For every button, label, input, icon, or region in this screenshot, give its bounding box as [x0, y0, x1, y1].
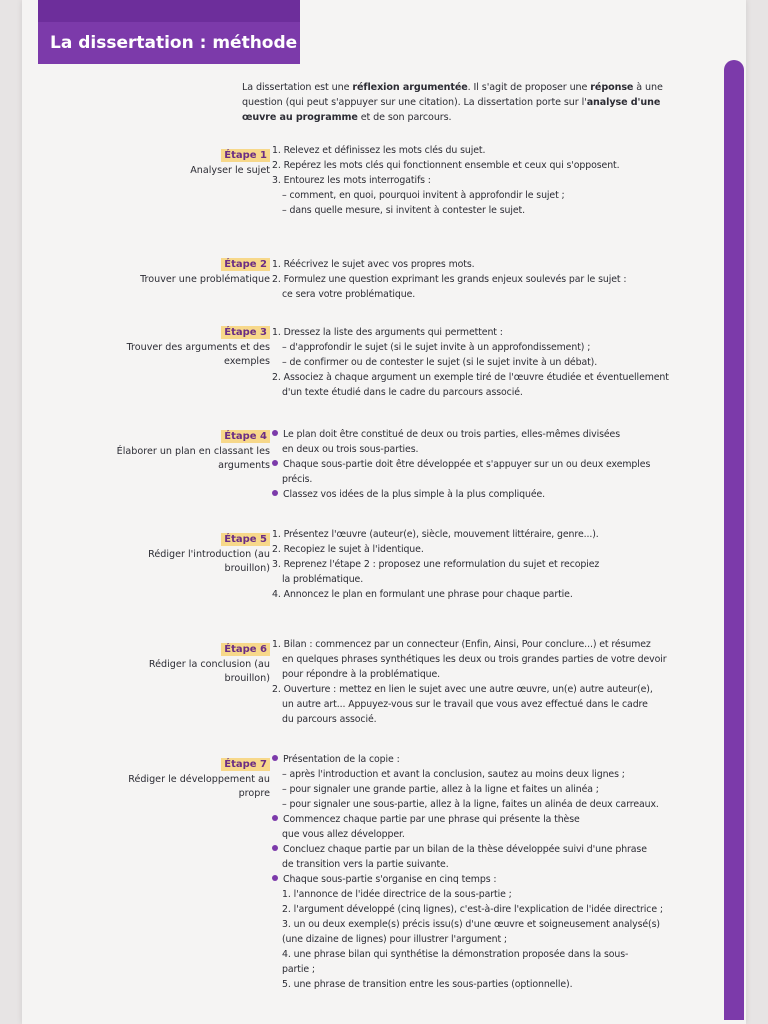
step-badge: Étape 2 — [221, 258, 270, 271]
step-bullet: Commencez chaque partie par une phrase qui présente la thèse — [272, 812, 702, 827]
step-line: 1. Présentez l'œuvre (auteur(e), siècle, mouvement littéraire, genre...). — [272, 529, 599, 540]
step-line: – de confirmer ou de contester le sujet (si le sujet invite à un débat). — [282, 357, 598, 368]
step-line: pour répondre à la problématique. — [282, 669, 441, 680]
page-title — [38, 22, 300, 64]
step-line: du parcours associé. — [282, 714, 377, 725]
step-line: la problématique. — [282, 574, 364, 585]
step-title: Rédiger le développement au propre — [128, 774, 270, 799]
step-line: – après l'introduction et avant la conclusion, sautez au moins deux lignes ; — [282, 769, 625, 780]
step-line: un autre art... Appuyez-vous sur le travail que vous avez effectué dans le cadre — [282, 699, 648, 710]
step-bullet: Présentation de la copie : — [272, 752, 702, 767]
step-bullet: Le plan doit être constitué de deux ou trois parties, elles-mêmes divisées — [272, 427, 702, 442]
step-line: 2. Formulez une question exprimant les grands enjeux soulevés par le sujet : — [272, 274, 627, 285]
step-line: d'un texte étudié dans le cadre du parcours associé. — [282, 387, 523, 398]
step-body — [272, 257, 702, 302]
step-line: de transition vers la partie suivante. — [282, 859, 449, 870]
step-body — [272, 527, 702, 602]
step-line: en deux ou trois sous-parties. — [282, 444, 419, 455]
step-line: 3. Reprenez l'étape 2 : proposez une reformulation du sujet et recopiez — [272, 559, 600, 570]
step-line: 1. Réécrivez le sujet avec vos propres mots. — [272, 259, 475, 270]
step-line: partie ; — [282, 964, 315, 975]
step-body — [272, 637, 702, 727]
step-line: 2. Associez à chaque argument un exemple tiré de l'œuvre étudiée et éventuellement — [272, 372, 669, 383]
step-badge: Étape 5 — [221, 533, 270, 546]
step-line: 2. Ouverture : mettez en lien le sujet avec une autre œuvre, un(e) autre auteur(e), — [272, 684, 653, 695]
side-tab — [724, 60, 744, 1020]
step-line: (une dizaine de lignes) pour illustrer l'argument ; — [282, 934, 507, 945]
step-line: – comment, en quoi, pourquoi invitent à approfondir le sujet ; — [282, 190, 565, 201]
step-title: Analyser le sujet — [190, 165, 270, 176]
step-line: 2. Recopiez le sujet à l'identique. — [272, 544, 424, 555]
step-line: 4. une phrase bilan qui synthétise la démonstration proposée dans la sous- — [282, 949, 629, 960]
step-bullet: Classez vos idées de la plus simple à la plus compliquée. — [272, 487, 702, 502]
intro-paragraph — [242, 80, 672, 125]
step-badge: Étape 3 — [221, 326, 270, 339]
step-body — [272, 427, 702, 502]
page — [22, 0, 746, 1024]
step-line: – d'approfondir le sujet (si le sujet invite à un approfondissement) ; — [282, 342, 591, 353]
step-bullet: Concluez chaque partie par un bilan de la thèse développée suivi d'une phrase — [272, 842, 702, 857]
step-line: 3. un ou deux exemple(s) précis issu(s) d'une œuvre et soigneusement analysé(s) — [282, 919, 660, 930]
page-title-text: La dissertation : méthode — [50, 33, 298, 53]
step-badge: Étape 6 — [221, 643, 270, 656]
step-title: Trouver une problématique — [140, 274, 270, 285]
intro-text: . Il s'agit de proposer une — [467, 82, 591, 93]
step-title: Élaborer un plan en classant les arguments — [116, 446, 270, 471]
step-line: 1. Bilan : commencez par un connecteur (Enfin, Ainsi, Pour conclure...) et résumez — [272, 639, 651, 650]
step-badge: Étape 1 — [221, 149, 270, 162]
intro-text: La dissertation est une — [242, 82, 353, 93]
step-bullet: Chaque sous-partie doit être développée et s'appuyer sur un ou deux exemples — [272, 457, 702, 472]
intro-text: à une question (qui peut s'appuyer sur une citation). La dissertation porte sur l' — [242, 82, 663, 108]
intro-text: et de son parcours. — [357, 112, 452, 123]
step-body — [272, 143, 702, 218]
step-badge: Étape 7 — [221, 758, 270, 771]
step-line: 3. Entourez les mots interrogatifs : — [272, 175, 431, 186]
intro-emphasis: réflexion argumentée — [352, 82, 468, 93]
step-line: en quelques phrases synthétiques les deux ou trois grandes parties de votre devoir — [282, 654, 667, 665]
step-line: – dans quelle mesure, si invitent à contester le sujet. — [282, 205, 525, 216]
step-title: Rédiger l'introduction (au brouillon) — [148, 549, 270, 574]
step-line: 2. l'argument développé (cinq lignes), c'est-à-dire l'explication de l'idée directrice ; — [282, 904, 663, 915]
step-bullet: Chaque sous-partie s'organise en cinq temps : — [272, 872, 702, 887]
step-line: 1. Relevez et définissez les mots clés du sujet. — [272, 145, 486, 156]
step-line: 1. l'annonce de l'idée directrice de la sous-partie ; — [282, 889, 512, 900]
step-line: 2. Repérez les mots clés qui fonctionnent ensemble et ceux qui s'opposent. — [272, 160, 620, 171]
step-line: 5. une phrase de transition entre les sous-parties (optionnelle). — [282, 979, 573, 990]
step-body — [272, 752, 702, 992]
step-body — [272, 325, 702, 400]
intro-emphasis: analyse d'une œuvre au programme — [242, 97, 661, 123]
step-line: précis. — [282, 474, 313, 485]
step-line: ce sera votre problématique. — [282, 289, 416, 300]
step-title: Rédiger la conclusion (au brouillon) — [148, 659, 270, 684]
intro-emphasis: réponse — [590, 82, 634, 93]
step-line: 4. Annoncez le plan en formulant une phrase pour chaque partie. — [272, 589, 573, 600]
step-badge: Étape 4 — [221, 430, 270, 443]
step-line: – pour signaler une grande partie, allez à la ligne et faites un alinéa ; — [282, 784, 599, 795]
step-line: – pour signaler une sous-partie, allez à la ligne, faites un alinéa de deux carreaux. — [282, 799, 659, 810]
header-band — [38, 0, 300, 22]
step-title: Trouver des arguments et des exemples — [126, 342, 270, 367]
step-line: 1. Dressez la liste des arguments qui permettent : — [272, 327, 503, 338]
step-line: que vous allez développer. — [282, 829, 405, 840]
